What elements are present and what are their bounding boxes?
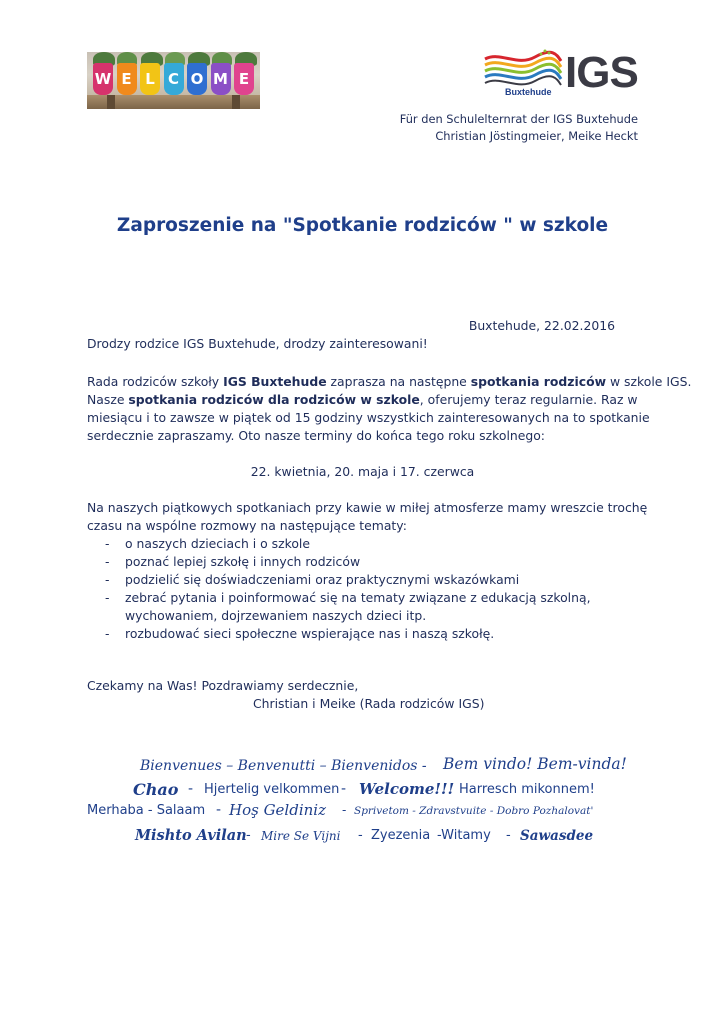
igs-logo	[483, 45, 638, 101]
text-run: w szkole IGS.	[606, 374, 692, 389]
greeting-english: Welcome!!!	[359, 780, 455, 798]
separator: -	[358, 828, 363, 843]
text-bold: spotkania rodziców dla rodziców w szkole	[128, 392, 420, 407]
greeting-persian: Harresch mikonnem!	[459, 782, 595, 797]
text-run: Nasze	[87, 392, 129, 407]
place-date: Buxtehude, 22.02.2016	[468, 318, 615, 333]
welcome-pot-letter: E	[234, 63, 254, 95]
meeting-dates: 22. kwietnia, 20. maja i 17. czerwca	[250, 464, 475, 479]
text-run: Rada rodziców szkoły	[87, 374, 224, 389]
separator: -	[216, 802, 222, 818]
list-item: rozbudować sieci społeczne wspierające nas i naszą szkołę.	[125, 626, 495, 641]
paragraph1-line2	[87, 391, 638, 409]
paragraph1-line1	[87, 373, 691, 391]
separator: -	[341, 781, 347, 797]
bullet-marker: -	[105, 626, 110, 641]
from-line-1: Für den Schulelternrat der IGS Buxtehude	[399, 112, 638, 126]
signature: Christian i Meike (Rada rodziców IGS)	[253, 696, 485, 711]
closing: Czekamy na Was! Pozdrawiamy serdecznie,	[87, 678, 359, 693]
separator: -	[246, 828, 251, 843]
paragraph2-line1: Na naszych piątkowych spotkaniach przy kawie w miłej atmosferze mamy wreszcie trochę	[87, 500, 648, 515]
greeting-arabic-turkish: Merhaba - Salaam	[87, 803, 206, 818]
list-item-continuation: wychowaniem, dojrzewaniem naszych dzieci itp.	[125, 608, 427, 623]
paragraph1-line4: serdecznie zapraszamy. Oto nasze terminy do końca tego roku szkolnego:	[87, 428, 545, 443]
text-run: zaprasza na następne	[326, 374, 471, 389]
list-item: poznać lepiej szkołę i innych rodziców	[125, 554, 361, 569]
separator: -	[342, 803, 347, 817]
page-title: Zaproszenie na "Spotkanie rodziców " w szkole	[116, 215, 609, 236]
greeting-thai: Sawasdee	[520, 828, 594, 844]
greeting-polish: -Witamy	[437, 828, 491, 843]
welcome-pot-letter: W	[93, 63, 113, 95]
greeting-russian: Sprivetom - Zdravstvuite - Dobro Pozhalovat'	[354, 805, 594, 817]
welcome-pot-letter: M	[211, 63, 231, 95]
separator: -	[188, 781, 194, 797]
greeting-chao: Chao	[133, 780, 179, 799]
greeting-albanian: Mire Se Vijni	[261, 829, 341, 843]
greeting-romani: Mishto Avilan	[135, 827, 247, 844]
greeting-portuguese: Bem vindo! Bem-vinda!	[443, 755, 627, 773]
welcome-pot-letter: E	[117, 63, 137, 95]
bullet-marker: -	[105, 554, 110, 569]
welcome-pot-letter: O	[187, 63, 207, 95]
text-run: , oferujemy teraz regularnie. Raz w	[419, 392, 638, 407]
list-item: o naszych dzieciach i o szkole	[125, 536, 310, 551]
logo-text: IGS	[565, 48, 638, 97]
welcome-image	[87, 52, 260, 109]
text-bold: IGS Buxtehude	[223, 374, 327, 389]
paragraph1-line3: miesiącu i to zawsze w piątek od 15 godziny wszystkich zainteresowanych na to spotkanie	[87, 410, 650, 425]
bullet-marker: -	[105, 536, 110, 551]
paragraph2-line2: czasu na wspólne rozmowy na następujące tematy:	[87, 518, 407, 533]
from-line-2: Christian Jöstingmeier, Meike Heckt	[435, 129, 638, 143]
welcome-pot-letter: C	[164, 63, 184, 95]
greeting-danish: Hjertelig velkommen	[204, 782, 340, 797]
list-item: zebrać pytania i poinformować się na tematy związane z edukacją szkolną,	[125, 590, 591, 605]
logo-subtext: Buxtehude	[505, 87, 552, 97]
greeting-romance: Bienvenues – Benvenutti – Bienvenidos -	[140, 758, 427, 774]
salutation: Drodzy rodzice IGS Buxtehude, drodzy zainteresowani!	[87, 336, 428, 351]
list-item: podzielić się doświadczeniami oraz praktycznymi wskazówkami	[125, 572, 520, 587]
greeting-zyezenia: Zyezenia	[371, 828, 431, 843]
separator: -	[506, 828, 511, 843]
welcome-pot-letter: L	[140, 63, 160, 95]
greeting-turkish: Hoş Geldiniz	[229, 801, 326, 819]
bullet-marker: -	[105, 590, 110, 605]
bullet-marker: -	[105, 572, 110, 587]
text-bold: spotkania rodziców	[470, 374, 607, 389]
